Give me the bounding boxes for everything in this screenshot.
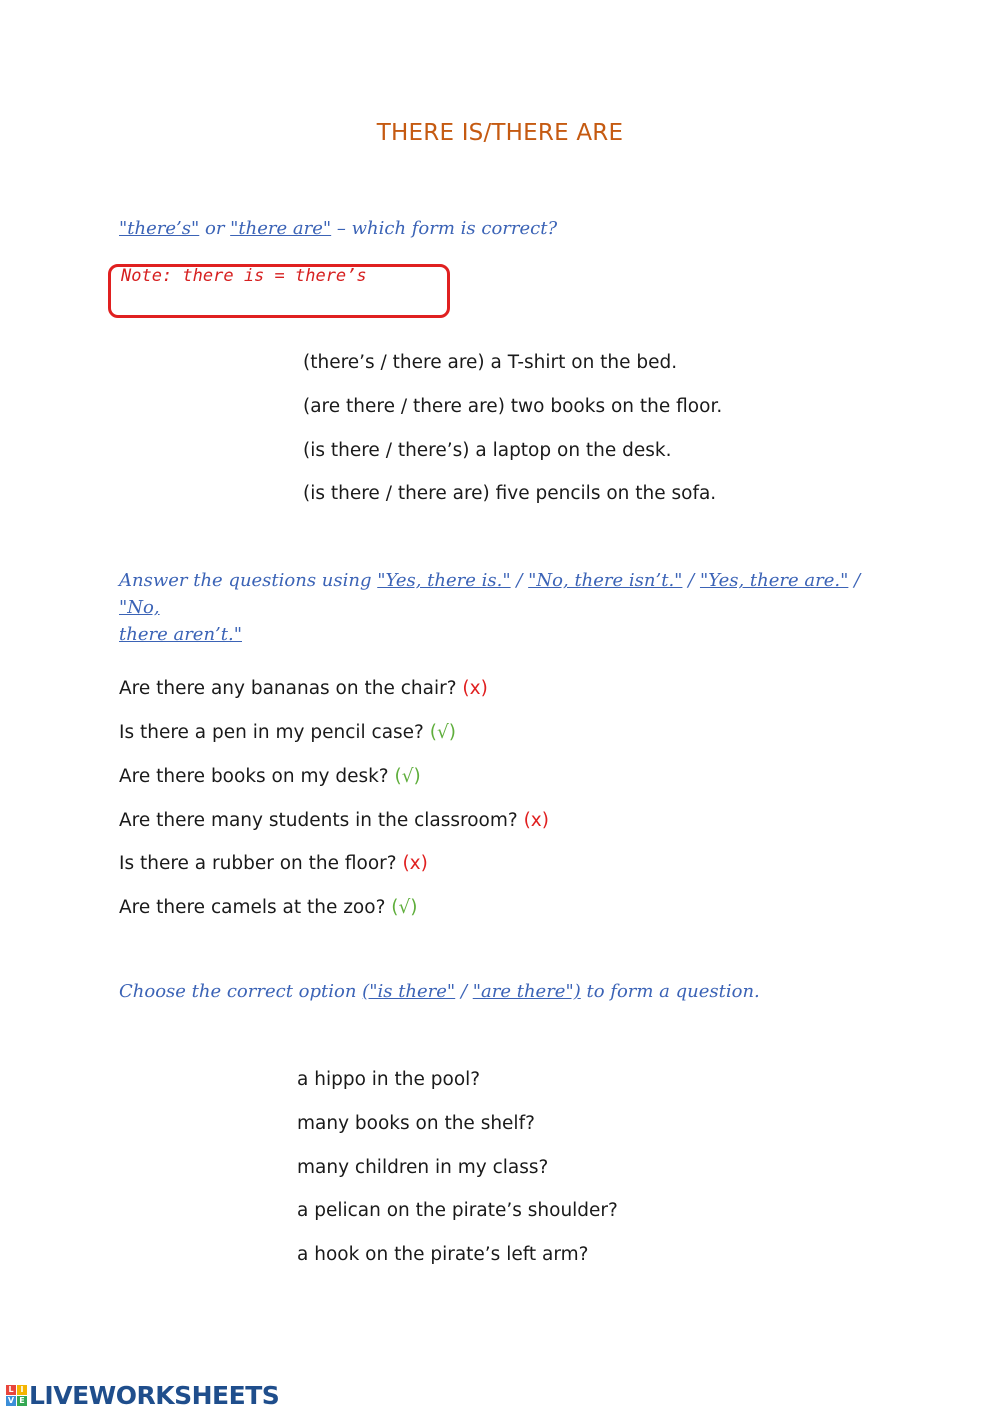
option-is-there: ("is there" bbox=[362, 981, 456, 1002]
logo-text: LIVEWORKSHEETS bbox=[29, 1380, 280, 1410]
logo-icon bbox=[6, 1385, 27, 1406]
option-are-there: "are there") bbox=[472, 981, 581, 1002]
section1-item: (is there / there are) five pencils on the sofa. bbox=[303, 483, 717, 504]
logo-block: I bbox=[17, 1385, 27, 1395]
instr-question: – which form is correct? bbox=[331, 218, 558, 239]
question-text: Are there books on my desk? bbox=[119, 766, 395, 787]
section1-item: (are there / there are) two books on the floor. bbox=[303, 396, 723, 417]
liveworksheets-logo bbox=[6, 1381, 279, 1409]
section3-item: a hook on the pirate’s left arm? bbox=[297, 1244, 589, 1265]
option-no-there-arent-part2: there aren’t." bbox=[119, 624, 242, 645]
section3-item: a pelican on the pirate’s shoulder? bbox=[297, 1200, 618, 1221]
question-text: Is there a pen in my pencil case? bbox=[119, 722, 430, 743]
option-there-are: "there are" bbox=[230, 218, 332, 239]
instr-separator: / bbox=[455, 981, 473, 1002]
question-row bbox=[119, 766, 421, 787]
question-row bbox=[119, 722, 456, 743]
instr-lead: Answer the questions using bbox=[119, 570, 378, 591]
instr-separator: / bbox=[510, 570, 529, 591]
cross-mark: (x) bbox=[523, 810, 549, 831]
section1-item: (is there / there’s) a laptop on the desk. bbox=[303, 440, 672, 461]
instr-lead: Choose the correct option bbox=[119, 981, 363, 1002]
option-yes-there-is: "Yes, there is." bbox=[377, 570, 511, 591]
cross-mark: (x) bbox=[402, 853, 428, 874]
question-row bbox=[119, 678, 488, 699]
section3-item: many books on the shelf? bbox=[297, 1113, 535, 1134]
check-mark: (√) bbox=[394, 766, 421, 787]
check-mark: (√) bbox=[429, 722, 456, 743]
logo-block: L bbox=[6, 1385, 16, 1395]
section1-item: (there’s / there are) a T-shirt on the bed. bbox=[303, 352, 678, 373]
note-text: Note: there is = there’s bbox=[121, 266, 367, 286]
question-row bbox=[119, 853, 428, 874]
check-mark: (√) bbox=[391, 897, 418, 918]
question-text: Are there many students in the classroom? bbox=[119, 810, 524, 831]
cross-mark: (x) bbox=[462, 678, 488, 699]
section3-item: many children in my class? bbox=[297, 1157, 549, 1178]
section3-item: a hippo in the pool? bbox=[297, 1069, 481, 1090]
instr-separator: / bbox=[682, 570, 700, 591]
section3-instructions bbox=[119, 981, 760, 1002]
logo-block: E bbox=[17, 1396, 27, 1406]
option-yes-there-are: "Yes, there are." bbox=[699, 570, 849, 591]
section2-instructions bbox=[119, 567, 879, 648]
question-text: Is there a rubber on the floor? bbox=[119, 853, 403, 874]
question-row bbox=[119, 810, 549, 831]
page-title: THERE IS/THERE ARE bbox=[376, 120, 624, 146]
option-no-there-arent-part1: "No, bbox=[119, 597, 160, 618]
section1-instructions bbox=[119, 218, 557, 239]
question-row bbox=[119, 897, 418, 918]
instr-tail: to form a question. bbox=[580, 981, 760, 1002]
option-theres: "there’s" bbox=[119, 218, 200, 239]
question-text: Are there any bananas on the chair? bbox=[119, 678, 463, 699]
option-no-there-isnt: "No, there isn’t." bbox=[528, 570, 683, 591]
logo-block: V bbox=[7, 1395, 15, 1405]
instr-connector: or bbox=[199, 218, 231, 239]
instr-separator: / bbox=[848, 570, 861, 591]
question-text: Are there camels at the zoo? bbox=[119, 897, 392, 918]
